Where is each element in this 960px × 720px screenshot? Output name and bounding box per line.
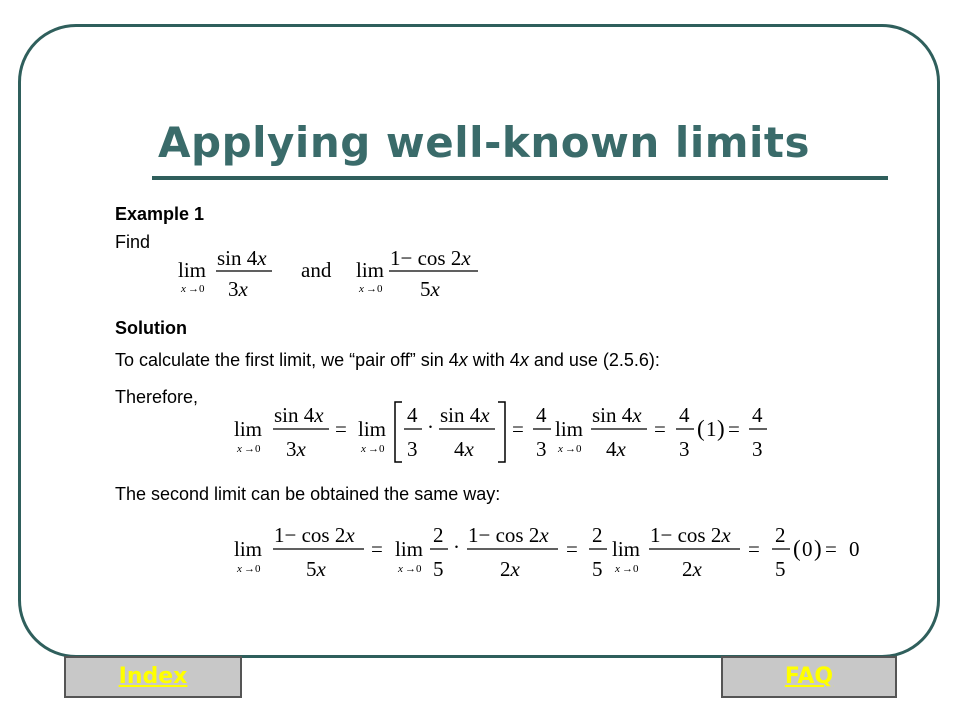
svg-text:5: 5 (433, 557, 444, 581)
svg-text:→0: →0 (244, 443, 261, 455)
svg-text:5x: 5x (420, 277, 440, 301)
svg-text:x: x (558, 443, 563, 455)
svg-text:2x: 2x (500, 557, 520, 581)
svg-text:3x: 3x (286, 437, 306, 461)
svg-text:0: 0 (802, 537, 813, 561)
svg-text:5: 5 (592, 557, 603, 581)
second-limit-derivation (232, 516, 882, 593)
svg-text:=: = (371, 537, 383, 561)
svg-text:5: 5 (775, 557, 786, 581)
svg-text:4: 4 (536, 403, 547, 427)
svg-text:·: · (453, 535, 460, 559)
svg-text:4: 4 (407, 403, 418, 427)
svg-text:lim: lim (395, 537, 424, 561)
svg-text:4: 4 (679, 403, 690, 427)
svg-text:1− cos 2x: 1− cos 2x (468, 523, 549, 547)
svg-text:→0: →0 (366, 283, 383, 295)
svg-text:lim: lim (358, 417, 387, 441)
svg-text:): ) (814, 536, 822, 561)
slide-title: Applying well-known limits (158, 118, 810, 167)
svg-text:3x: 3x (228, 277, 248, 301)
svg-text:lim: lim (234, 417, 263, 441)
svg-text:1− cos 2x: 1− cos 2x (390, 246, 471, 270)
svg-text:lim: lim (356, 258, 385, 282)
svg-text:→0: →0 (405, 563, 422, 575)
svg-text:): ) (717, 416, 725, 441)
svg-text:=: = (512, 417, 524, 441)
svg-text:=: = (335, 417, 347, 441)
svg-text:2x: 2x (682, 557, 702, 581)
svg-text:sin 4x: sin 4x (592, 403, 642, 427)
svg-text:→0: →0 (565, 443, 582, 455)
svg-text:0: 0 (849, 537, 860, 561)
svg-text:→0: →0 (188, 283, 205, 295)
svg-text:x: x (398, 563, 403, 575)
find-connector: and (301, 258, 332, 282)
find-expression (176, 244, 496, 309)
svg-text:4: 4 (752, 403, 763, 427)
svg-text:(: ( (793, 536, 801, 561)
svg-text:→0: →0 (244, 563, 261, 575)
svg-text:lim: lim (612, 537, 641, 561)
svg-text:sin 4x: sin 4x (217, 246, 267, 270)
find-math-svg (176, 244, 496, 304)
faq-button[interactable]: FAQ (721, 656, 897, 698)
svg-text:x: x (237, 563, 242, 575)
svg-text:=: = (748, 537, 760, 561)
svg-text:3: 3 (407, 437, 418, 461)
svg-text:x: x (361, 443, 366, 455)
svg-text:x: x (615, 563, 620, 575)
svg-text:1: 1 (706, 417, 717, 441)
svg-text:3: 3 (679, 437, 690, 461)
svg-text:1− cos 2x: 1− cos 2x (650, 523, 731, 547)
svg-text:=: = (728, 417, 740, 441)
svg-text:=: = (566, 537, 578, 561)
svg-text:5x: 5x (306, 557, 326, 581)
second-limit-line: The second limit can be obtained the same way: (115, 484, 501, 504)
solution-line: To calculate the first limit, we “pair off” sin 4x with 4x and use (2.5.6): (115, 350, 660, 370)
svg-text:3: 3 (536, 437, 547, 461)
svg-text:=: = (825, 537, 837, 561)
svg-text:lim: lim (178, 258, 207, 282)
svg-text:2: 2 (433, 523, 444, 547)
svg-text:1− cos 2x: 1− cos 2x (274, 523, 355, 547)
solution-heading: Solution (115, 318, 187, 338)
example-heading: Example 1 (115, 204, 205, 224)
therefore-label: Therefore, (115, 387, 199, 407)
svg-text:4x: 4x (454, 437, 474, 461)
svg-text:x: x (359, 283, 364, 295)
svg-text:2: 2 (775, 523, 786, 547)
find-label: Find (115, 232, 151, 252)
svg-text:lim: lim (234, 537, 263, 561)
svg-text:→0: →0 (368, 443, 385, 455)
svg-text:sin 4x: sin 4x (440, 403, 490, 427)
svg-text:3: 3 (752, 437, 763, 461)
svg-text:sin 4x: sin 4x (274, 403, 324, 427)
svg-text:=: = (654, 417, 666, 441)
first-limit-svg (232, 396, 792, 468)
first-limit-derivation (232, 396, 792, 473)
title-underline (152, 176, 888, 180)
svg-text:(: ( (697, 416, 705, 441)
svg-text:x: x (237, 443, 242, 455)
second-limit-svg (232, 516, 882, 588)
svg-text:lim: lim (555, 417, 584, 441)
svg-text:→0: →0 (622, 563, 639, 575)
svg-text:4x: 4x (606, 437, 626, 461)
svg-text:·: · (427, 415, 434, 439)
svg-text:x: x (181, 283, 186, 295)
svg-text:2: 2 (592, 523, 603, 547)
index-button[interactable]: Index (64, 656, 242, 698)
